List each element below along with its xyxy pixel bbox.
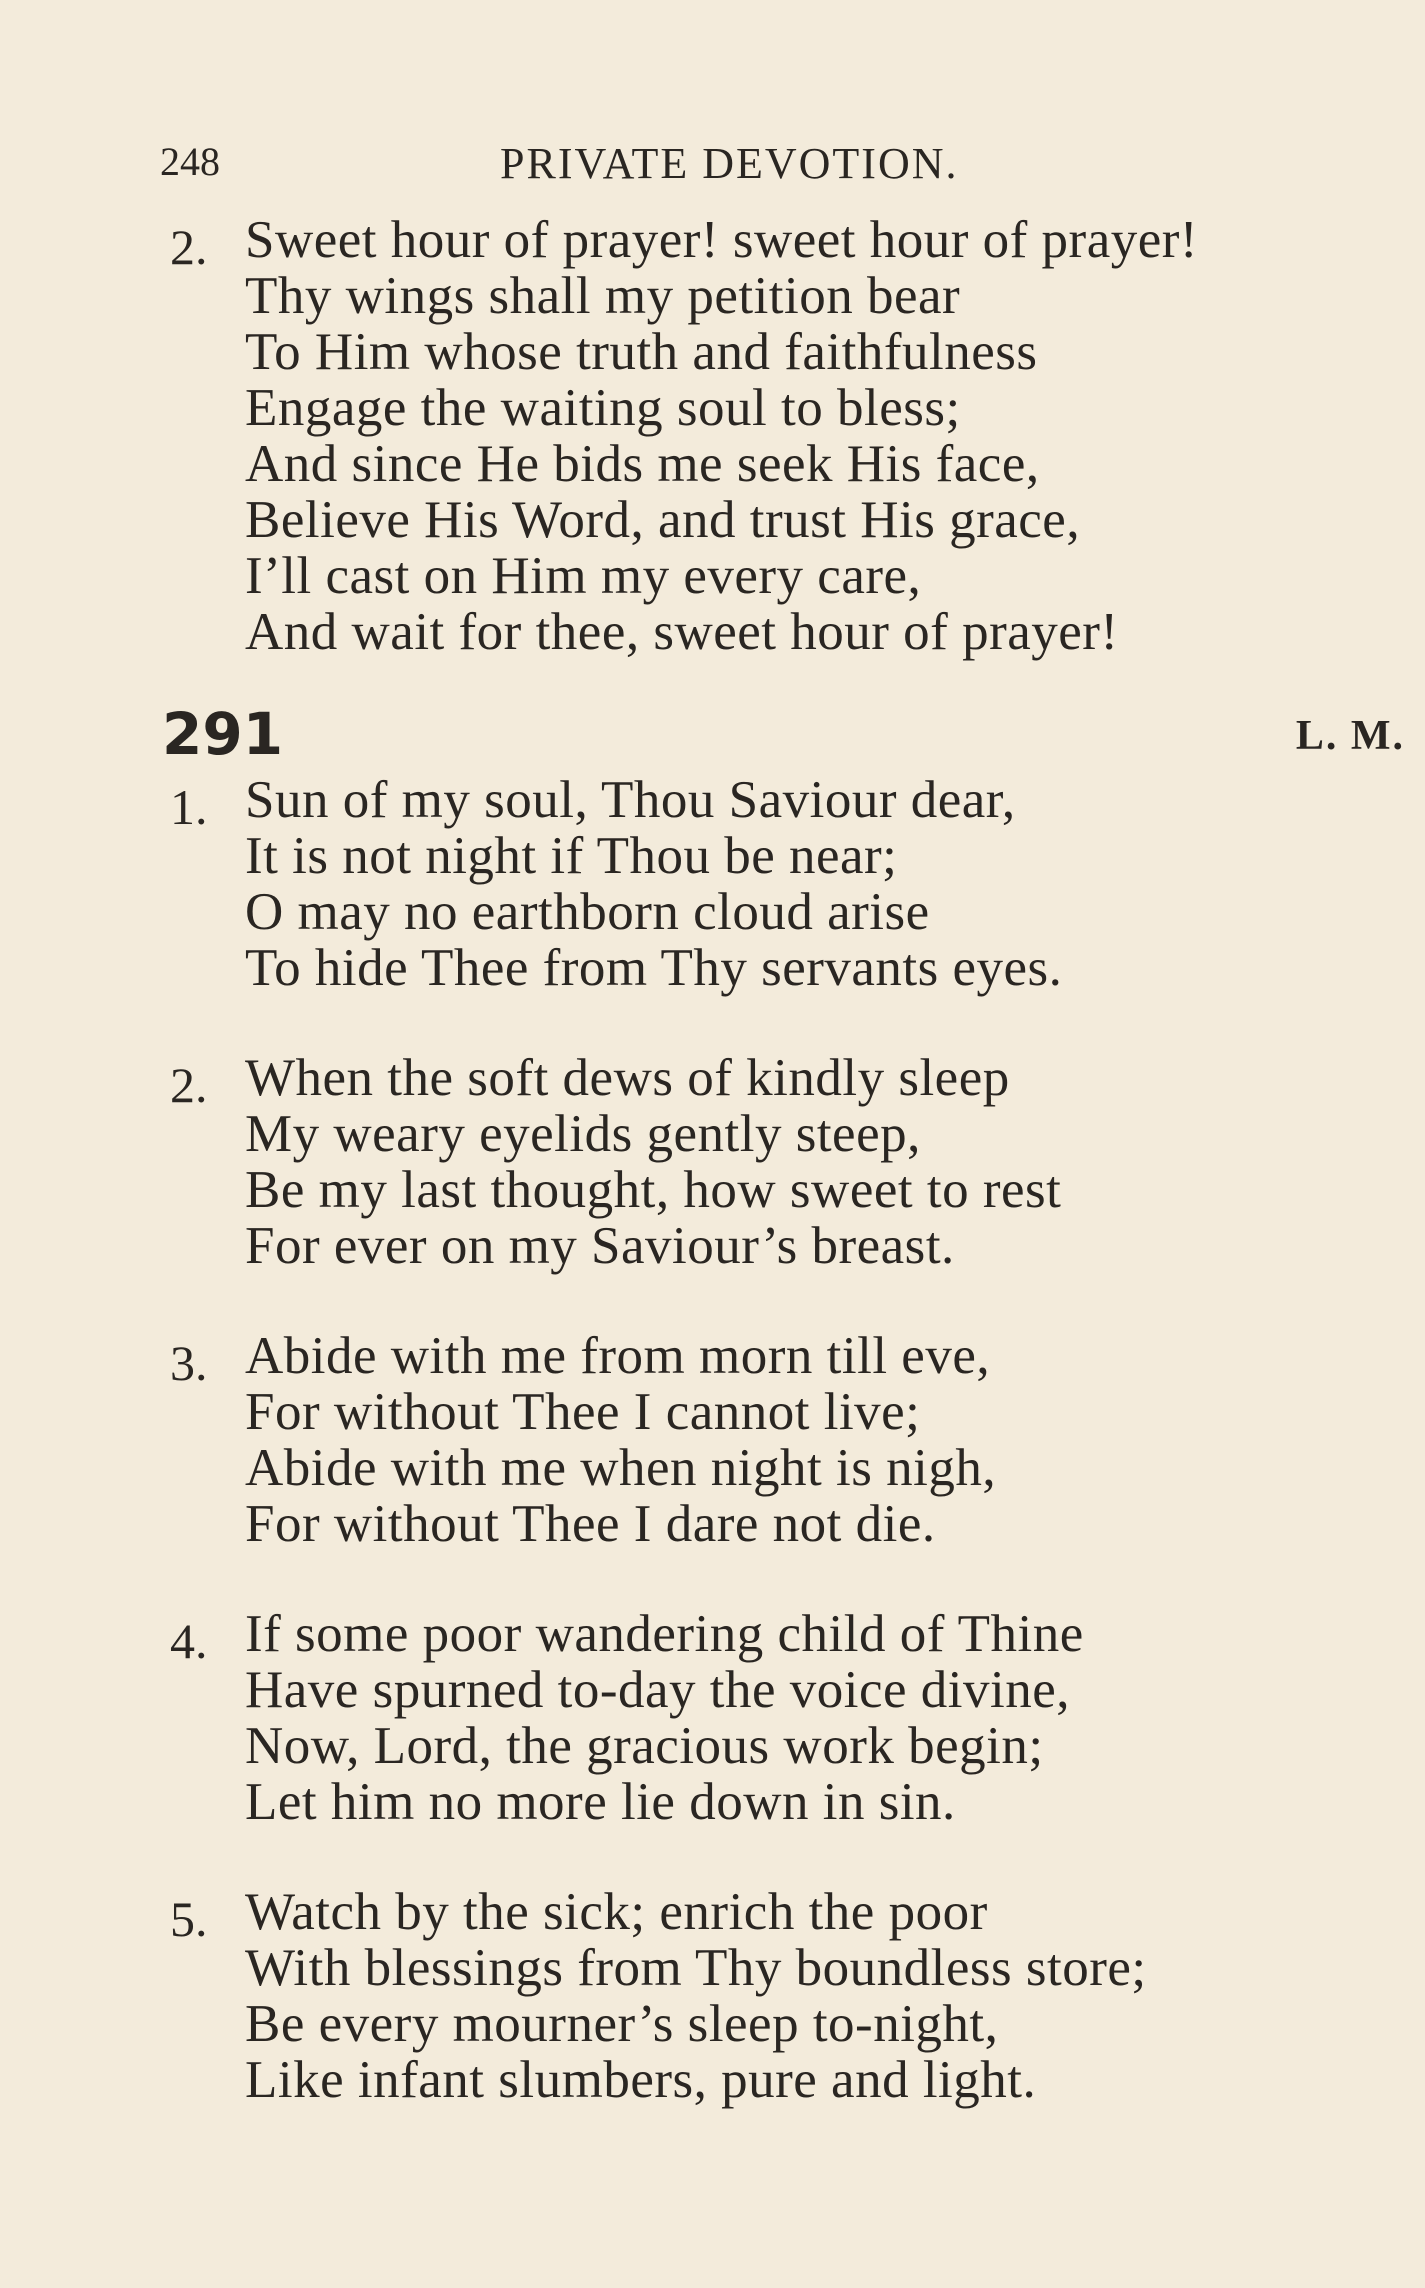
hymn-number: 291 xyxy=(162,700,284,768)
verse-line: Be every mourner’s sleep to-night, xyxy=(245,1995,999,2053)
verse-line: When the soft dews of kindly sleep xyxy=(245,1049,1010,1107)
verse-line: Like infant slumbers, pure and light. xyxy=(245,2051,1037,2109)
page-header xyxy=(160,138,1400,198)
verse-line: Have spurned to-day the voice divine, xyxy=(245,1661,1071,1719)
verse-line: Let him no more lie down in sin. xyxy=(245,1773,956,1831)
stanza-number: 5. xyxy=(170,1891,208,1947)
verse-line: If some poor wandering child of Thine xyxy=(245,1605,1084,1663)
running-title: PRIVATE DEVOTION. xyxy=(500,139,959,188)
verse-line: And since He bids me seek His face, xyxy=(245,435,1040,493)
verse-line: Abide with me from morn till eve, xyxy=(245,1327,991,1385)
verse-line: To hide Thee from Thy servants eyes. xyxy=(245,939,1063,997)
stanza-number: 2. xyxy=(170,219,208,275)
verse-line: And wait for thee, sweet hour of prayer! xyxy=(245,603,1119,661)
stanza-number: 3. xyxy=(170,1335,208,1391)
verse-line: I’ll cast on Him my every care, xyxy=(245,547,922,605)
verse-line: To Him whose truth and faithfulness xyxy=(245,323,1038,381)
verse-line: Engage the waiting soul to bless; xyxy=(245,379,961,437)
verse-line: Sweet hour of prayer! sweet hour of prayer! xyxy=(245,211,1199,269)
stanza-number: 4. xyxy=(170,1613,208,1669)
page-number: 248 xyxy=(160,139,220,184)
verse-line: Abide with me when night is nigh, xyxy=(245,1439,997,1497)
verse-line: Thy wings shall my petition bear xyxy=(245,267,961,325)
verse-line: It is not night if Thou be near; xyxy=(245,827,898,885)
verse-line: With blessings from Thy boundless store; xyxy=(245,1939,1147,1997)
verse-line: Sun of my soul, Thou Saviour dear, xyxy=(245,771,1016,829)
verse-line: Watch by the sick; enrich the poor xyxy=(245,1883,988,1941)
stanza-number: 2. xyxy=(170,1057,208,1113)
hymn-meter: L. M. xyxy=(1295,713,1405,759)
verse-line: For without Thee I cannot live; xyxy=(245,1383,921,1441)
verse-line: For without Thee I dare not die. xyxy=(245,1495,936,1553)
verse-line: O may no earthborn cloud arise xyxy=(245,883,930,941)
verse-line: My weary eyelids gently steep, xyxy=(245,1105,921,1163)
verse-line: Be my last thought, how sweet to rest xyxy=(245,1161,1062,1219)
verse-line: Believe His Word, and trust His grace, xyxy=(245,491,1081,549)
verse-line: For ever on my Saviour’s breast. xyxy=(245,1217,955,1275)
stanza-number: 1. xyxy=(170,779,208,835)
verse-line: Now, Lord, the gracious work begin; xyxy=(245,1717,1044,1775)
